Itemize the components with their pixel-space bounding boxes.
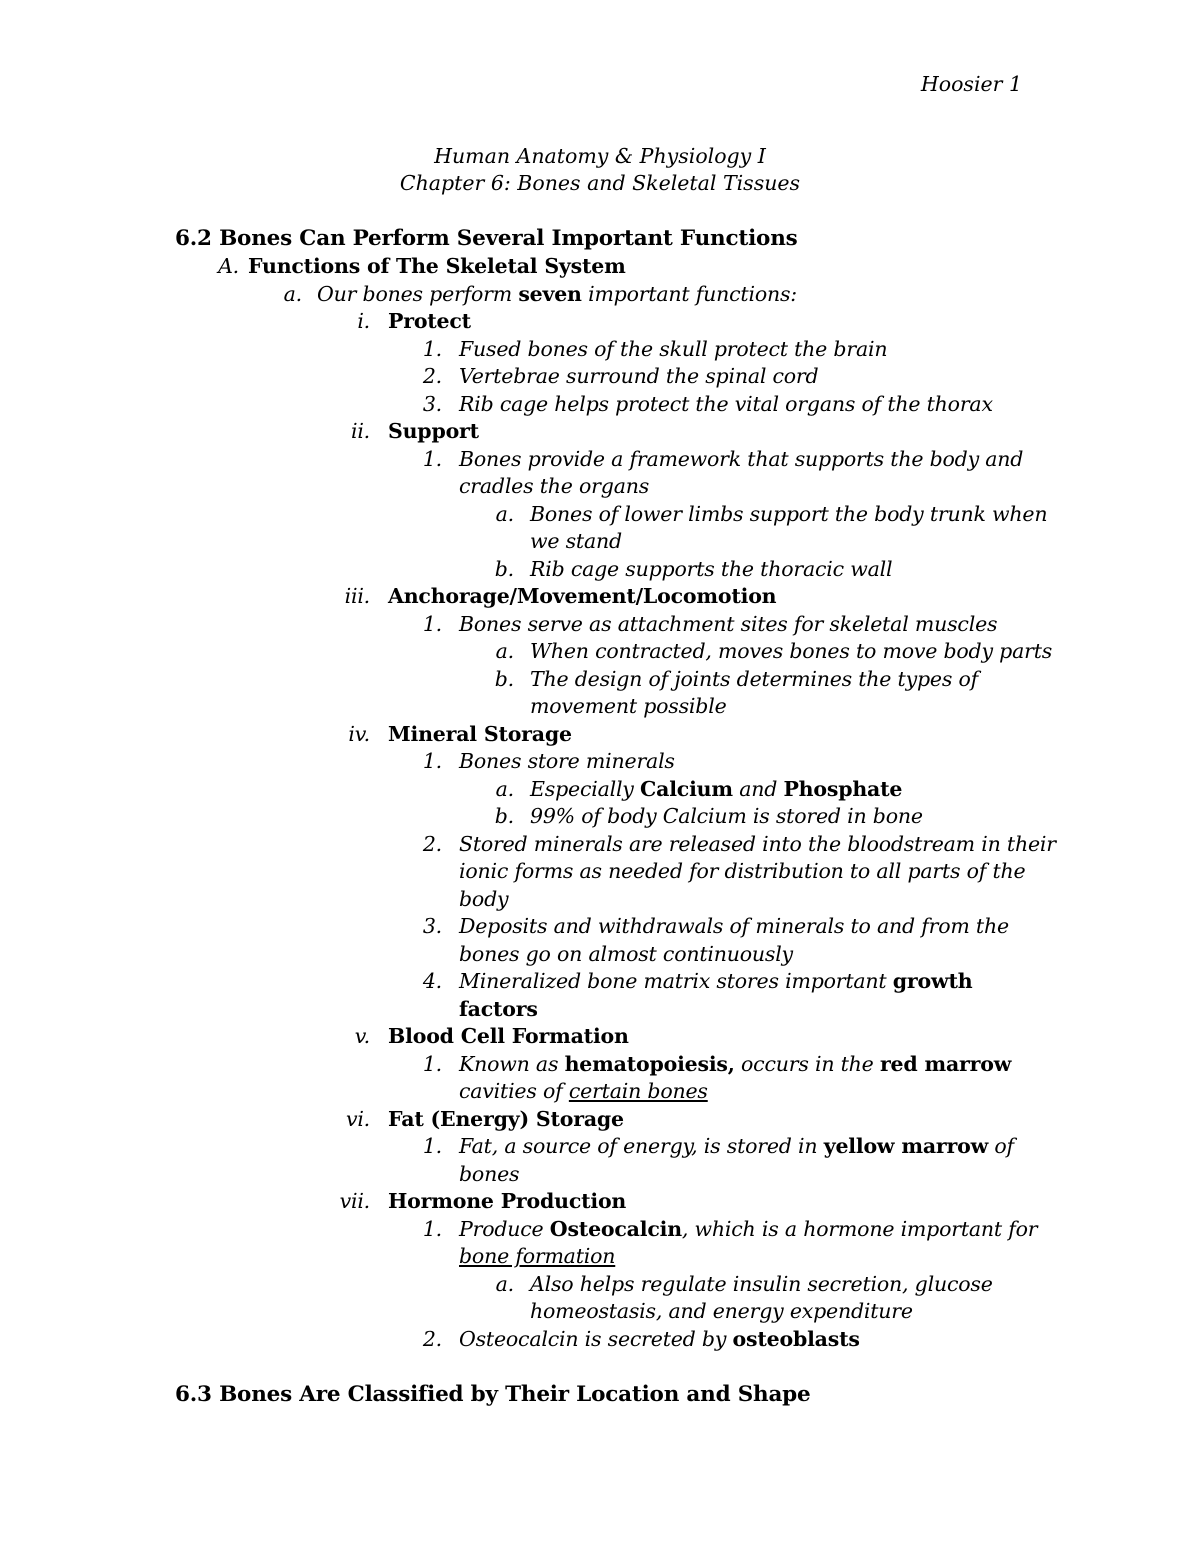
outline-title: Anchorage/Movement/Locomotion — [388, 584, 777, 608]
outline-title: Support — [388, 419, 479, 443]
section-heading-6-2: 6.2 Bones Can Perform Several Important Functions — [175, 226, 798, 251]
marker: ii. — [350, 419, 370, 443]
marker: vii. — [339, 1189, 370, 1213]
outline-text: Our bones perform seven important functions: — [317, 282, 797, 306]
outline-title: Hormone Production — [388, 1189, 627, 1213]
document-page: Hoosier 1 Human Anatomy & Physiology I Chapter 6: Bones and Skeletal Tissues 6.2 Bones Can Perform Several Important Functions A. Functions of The Skeletal System a. Our bones perform seven important functions: i. Protect 1. Fused bones of the skull protect the brain 2. Vertebrae surround the spinal cord 3. Rib cage helps protect the vital organs of the thorax ii. Support 1. Bones provide a framework that supports the body and cradles the organs a. Bones of lower limbs support the body trunk when we stand b. Rib cage supports the thoracic wall iii. Anchorage/Movement/Locomotion 1. Bones serve as attachment sites for skeletal muscles a. When contracted, moves bones to move body parts b. The design of joints determines the types of movement possible iv. Mineral Storage 1. Bones store minerals a. Especially Calcium and Phosphate b. 99% of body Calcium is stored in bone 2. Stored minerals are released into the bloodstream in their ionic forms as needed for distribution to all parts of the body 3. Deposits and withdrawals of minerals to and from the bones go on almost continuously 4. Mineralized bone matrix stores important growth factors v. Blood Cell Formation 1. Known as hematopoiesis, occurs in the red marrow cavities of certain bones vi. Fat (Energy) Storage 1. Fat, a source of energy, is stored in yellow marrow of bones vii. Hormone Production 1. Produce Osteocalcin, which is a hormone important for bone formation a. Also helps regulate insulin secretion, glucose homeostasis, and energy expenditure 2. Osteocalcin is secreted by osteoblasts 6.3 Bones Are Classified by Their Location and Shape — [0, 0, 1200, 1553]
running-head: Hoosier 1 — [920, 72, 1022, 96]
marker: A. — [218, 254, 239, 278]
outline-title: Fat (Energy) Storage — [388, 1107, 624, 1131]
outline-title: Mineral Storage — [388, 722, 572, 746]
marker: iii. — [344, 584, 370, 608]
marker: v. — [354, 1024, 370, 1048]
chapter-title: Chapter 6: Bones and Skeletal Tissues — [399, 171, 801, 195]
marker: iv. — [348, 722, 370, 746]
marker: a. — [283, 282, 302, 306]
outline-text: Functions of The Skeletal System — [248, 254, 626, 278]
outline-title: Blood Cell Formation — [388, 1024, 629, 1048]
outline-title: Protect — [388, 309, 471, 333]
marker: vi. — [345, 1107, 370, 1131]
marker: i. — [357, 309, 370, 333]
section-heading-6-3: 6.3 Bones Are Classified by Their Location and Shape — [175, 1382, 811, 1407]
course-title: Human Anatomy & Physiology I — [434, 144, 766, 168]
